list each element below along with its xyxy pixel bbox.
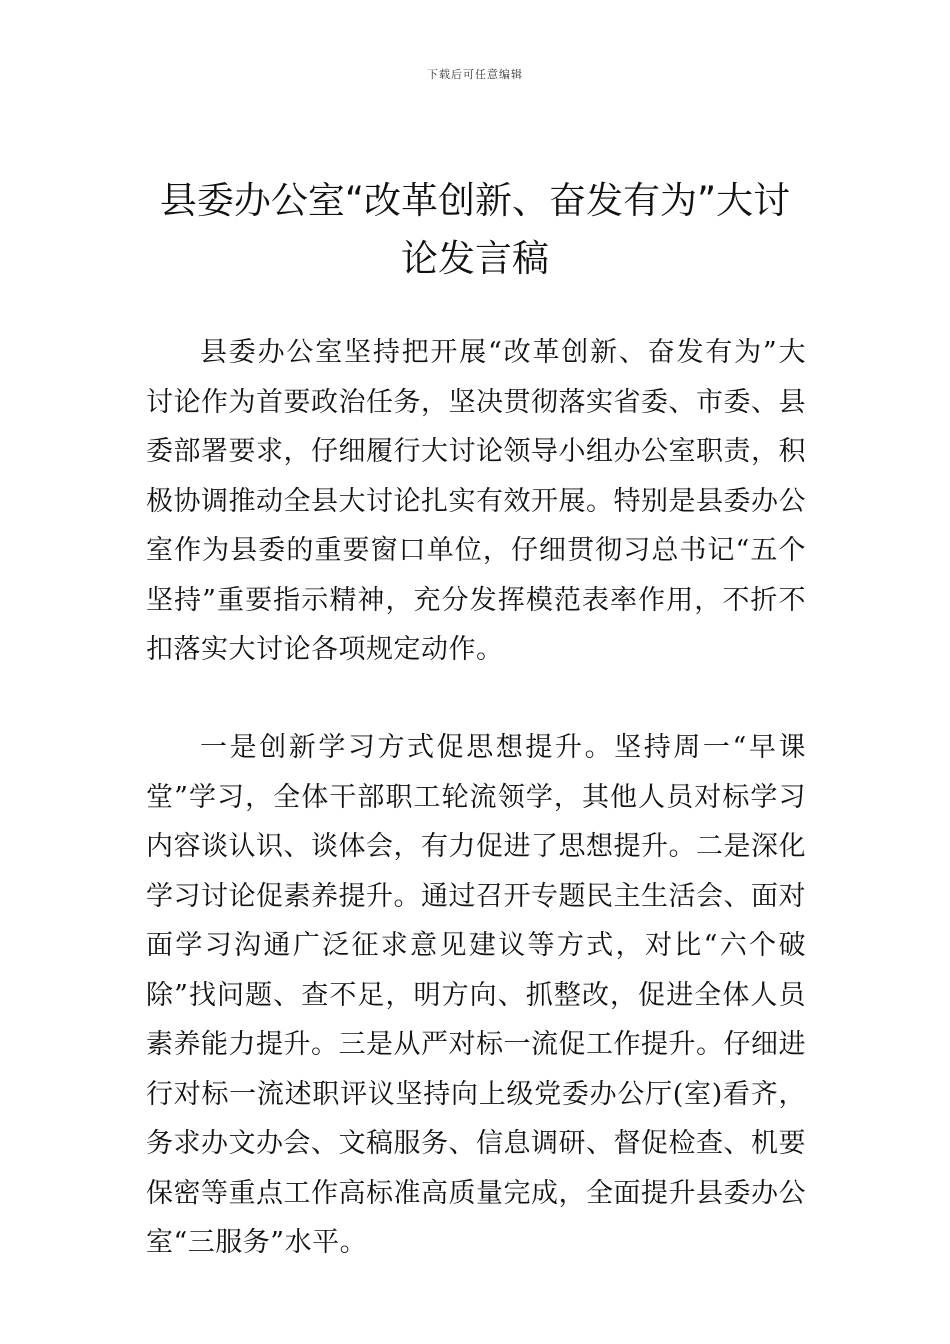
document-title: 县委办公室“改革创新、奋发有为”大讨论发言稿: [159, 179, 791, 280]
header-note: 下载后可任意编辑: [427, 68, 523, 81]
body-paragraph-2: 一是创新学习方式促思想提升。坚持周一“早课堂”学习，全体干部职工轮流领学，其他人员对标学习内容谈认识、谈体会，有力促进了思想提升。二是深化学习讨论促素养提升。通过召开专题民主生活会、面对面学习沟通广泛征求意见建议等方式，对比“六个破除”找问题、查不足，明方向、抓整改，促进全体人员素养能力提升。三是从严对标一流促工作提升。仔细进行对标一流述职评议坚持向上级党委办公厅(室)看齐，务求办文办会、文稿服务、信息调研、督促检查、机要保密等重点工作高标准高质量完成，全面提升县委办公室“三服务”水平。: [146, 732, 806, 1258]
body-paragraph-1: 县委办公室坚持把开展“改革创新、奋发有为”大讨论作为首要政治任务，坚决贯彻落实省委、市委、县委部署要求，仔细履行大讨论领导小组办公室职责，积极协调推动全县大讨论扎实有效开展。特别是县委办公室作为县委的重要窗口单位，仔细贯彻习总书记“五个坚持”重要指示精神，充分发挥模范表率作用，不折不扣落实大讨论各项规定动作。: [146, 337, 806, 665]
